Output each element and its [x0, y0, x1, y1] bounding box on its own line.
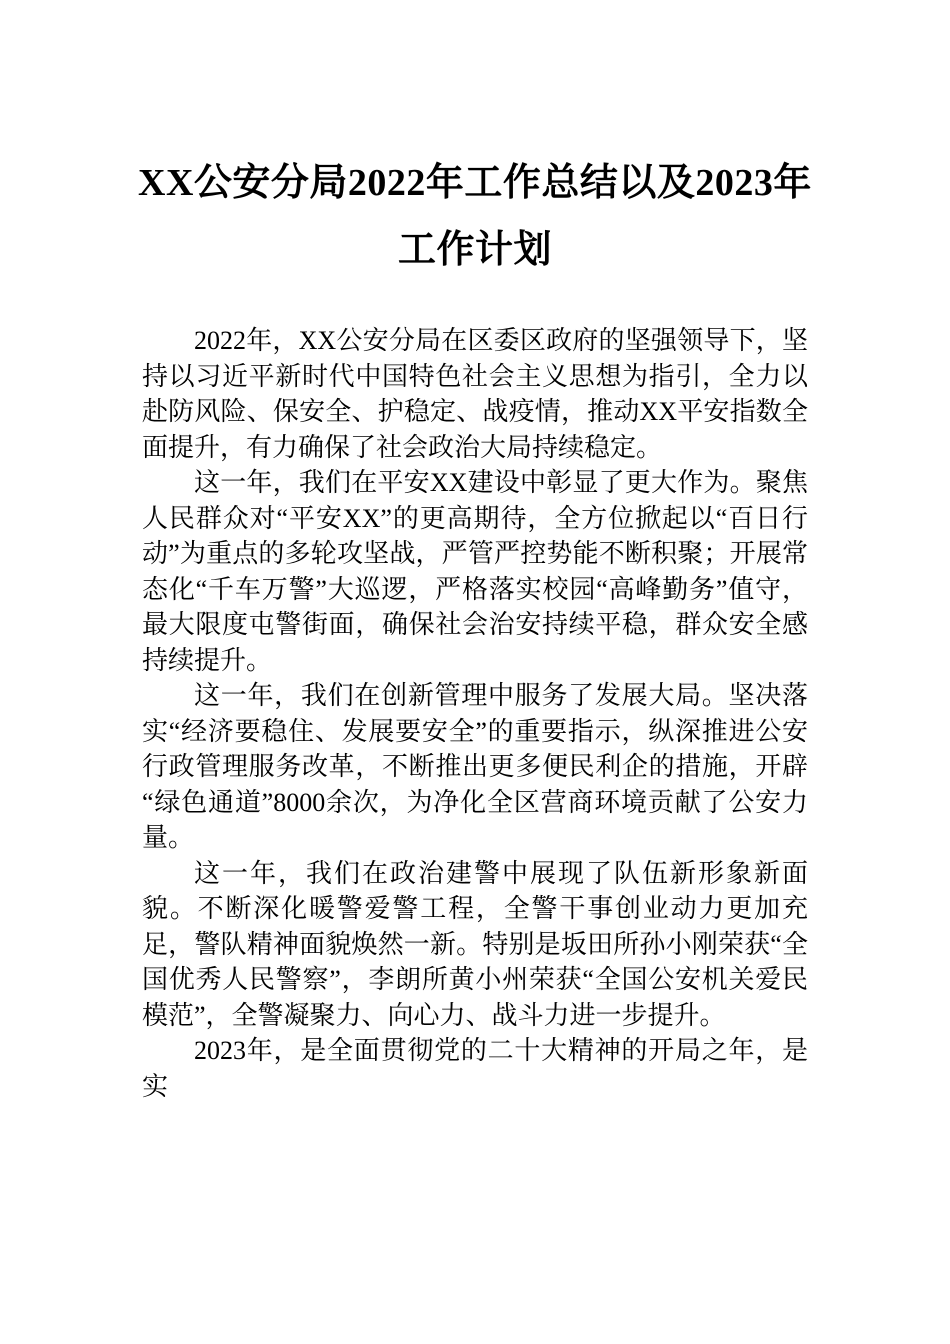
paragraph-1: 2022年，XX公安分局在区委区政府的坚强领导下，坚持以习近平新时代中国特色社会主义思想为指引，全力以赴防风险、保安全、护稳定、战疫情，推动XX平安指数全面提升，有力确保了社会政治大局持续稳定。: [142, 326, 808, 462]
document-body: [142, 323, 808, 1104]
document-title: XX公安分局2022年工作总结以及2023年工作计划: [138, 162, 812, 271]
paragraph-3: 这一年，我们在创新管理中服务了发展大局。坚决落实“经济要稳住、发展要安全”的重要指示，纵深推进公安行政管理服务改革，不断推出更多便民利企的措施，开辟“绿色通道”8000余次，为净化全区营商环境贡献了公安力量。: [142, 681, 808, 852]
paragraph-2: 这一年，我们在平安XX建设中彰显了更大作为。聚焦人民群众对“平安XX”的更高期待，全方位掀起以“百日行动”为重点的多轮攻坚战，严管严控势能不断积聚；开展常态化“千车万警”大巡逻，严格落实校园“高峰勤务”值守，最大限度屯警街面，确保社会治安持续平稳，群众安全感持续提升。: [142, 468, 808, 675]
paragraph-5: 2023年，是全面贯彻党的二十大精神的开局之年，是实: [142, 1036, 808, 1101]
document-page: [0, 150, 950, 1344]
paragraph-4: 这一年，我们在政治建警中展现了队伍新形象新面貌。不断深化暖警爱警工程，全警干事创业动力更加充足，警队精神面貌焕然一新。特别是坂田所孙小刚荣获“全国优秀人民警察”，李朗所黄小州荣获“全国公安机关爱民模范”，全警凝聚力、向心力、战斗力进一步提升。: [142, 858, 808, 1030]
